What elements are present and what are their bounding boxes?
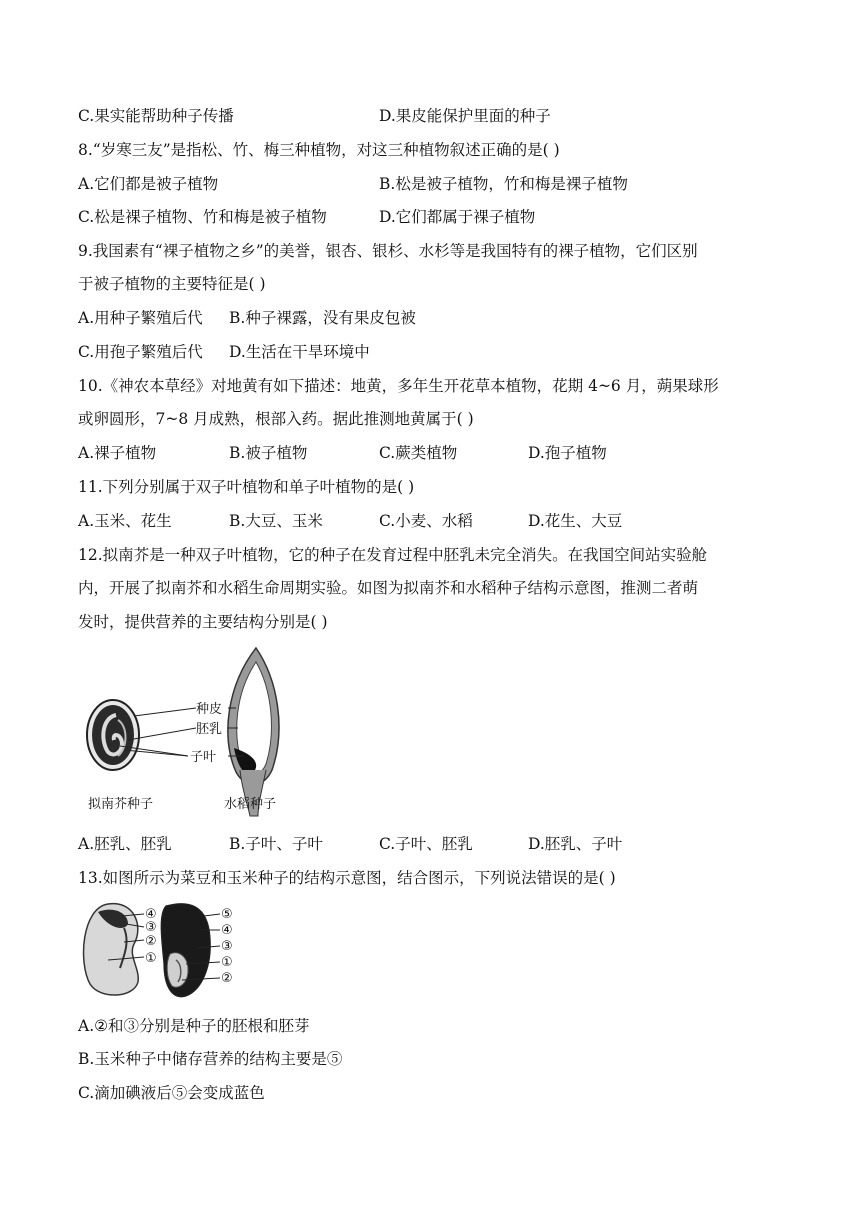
q10-stem-line1: 10.《神农本草经》对地黄有如下描述：地黄，多年生开花草本植物，花期 4~6 月，蒴果球形	[78, 377, 719, 395]
label-seed-coat: 种皮	[196, 702, 223, 717]
corn-label-3: ③	[221, 939, 233, 954]
bean-corn-seed-figure	[78, 898, 248, 1002]
q10-option-b: B.被子植物	[229, 444, 308, 462]
arabidopsis-seed-drawing	[87, 700, 139, 770]
q9-stem-line1: 9.我国素有“裸子植物之乡”的美誉，银杏、银杉、水杉等是我国特有的裸子植物，它们区别	[78, 242, 698, 260]
q13-option-c: C.滴加碘液后⑤会变成蓝色	[78, 1084, 265, 1102]
q11-option-c: C.小麦、水稻	[379, 512, 473, 530]
q11-option-d: D.花生、大豆	[528, 512, 623, 530]
q9-option-d: D.生活在干旱环境中	[229, 343, 370, 361]
bean-label-3: ②	[145, 934, 157, 949]
q10-option-a: A.裸子植物	[78, 444, 157, 462]
q8-option-b: B.松是被子植物，竹和梅是裸子植物	[379, 175, 628, 193]
q10-option-c: C.蕨类植物	[379, 444, 458, 462]
seed-structure-figure	[78, 640, 318, 820]
q11-stem: 11.下列分别属于双子叶植物和单子叶植物的是( )	[78, 478, 415, 496]
q12-option-c: C.子叶、胚乳	[379, 835, 473, 853]
q7-option-c: C.果实能帮助种子传播	[78, 107, 234, 125]
corn-label-5: ②	[221, 971, 233, 986]
corn-seed-drawing	[161, 904, 210, 997]
corn-label-1: ⑤	[221, 907, 233, 922]
q12-option-a: A.胚乳、胚乳	[78, 835, 172, 853]
caption-rice-seed: 水稻种子	[224, 797, 277, 812]
q11-option-a: A.玉米、花生	[78, 512, 172, 530]
label-cotyledon: 子叶	[190, 750, 217, 765]
q7-option-d: D.果皮能保护里面的种子	[379, 107, 551, 125]
q12-stem-line2: 内，开展了拟南芥和水稻生命周期实验。如图为拟南芥和水稻种子结构示意图，推测二者萌	[78, 579, 699, 597]
q8-option-a: A.它们都是被子植物	[78, 175, 219, 193]
q8-option-d: D.它们都属于裸子植物	[379, 208, 536, 226]
q8-stem: 8.“岁寒三友”是指松、竹、梅三种植物，对这三种植物叙述正确的是( )	[78, 141, 560, 159]
q12-option-d: D.胚乳、子叶	[528, 835, 623, 853]
rice-seed-drawing	[228, 648, 279, 816]
bean-label-4: ①	[145, 951, 157, 966]
bean-labels	[145, 907, 157, 966]
bean-label-1: ④	[145, 907, 157, 922]
q13-option-a: A.②和③分别是种子的胚根和胚芽	[78, 1017, 310, 1035]
corn-label-2: ④	[221, 923, 233, 938]
label-endosperm: 胚乳	[196, 722, 223, 737]
q13-stem: 13.如图所示为菜豆和玉米种子的结构示意图，结合图示，下列说法错误的是( )	[78, 869, 616, 887]
bean-seed-drawing	[84, 904, 139, 995]
q8-option-c: C.松是裸子植物、竹和梅是被子植物	[78, 208, 327, 226]
q9-stem-line2: 于被子植物的主要特征是( )	[78, 275, 266, 293]
q12-option-b: B.子叶、子叶	[229, 835, 323, 853]
corn-labels	[221, 907, 233, 986]
caption-arabidopsis-seed: 拟南芥种子	[88, 797, 154, 812]
q9-option-c: C.用孢子繁殖后代	[78, 343, 203, 361]
q11-option-b: B.大豆、玉米	[229, 512, 323, 530]
bean-label-2: ③	[145, 920, 157, 935]
q12-stem-line1: 12.拟南芥是一种双子叶植物，它的种子在发育过程中胚乳未完全消失。在我国空间站实验舱	[78, 546, 708, 564]
q9-option-a: A.用种子繁殖后代	[78, 309, 203, 327]
q12-stem-line3: 发时，提供营养的主要结构分别是( )	[78, 613, 328, 631]
q9-option-b: B.种子裸露，没有果皮包被	[229, 309, 416, 327]
q10-stem-line2: 或卵圆形，7~8 月成熟，根部入药。据此推测地黄属于( )	[78, 410, 474, 428]
q13-option-b: B.玉米种子中储存营养的结构主要是⑤	[78, 1050, 343, 1068]
corn-label-4: ①	[221, 955, 233, 970]
q10-option-d: D.孢子植物	[528, 444, 607, 462]
